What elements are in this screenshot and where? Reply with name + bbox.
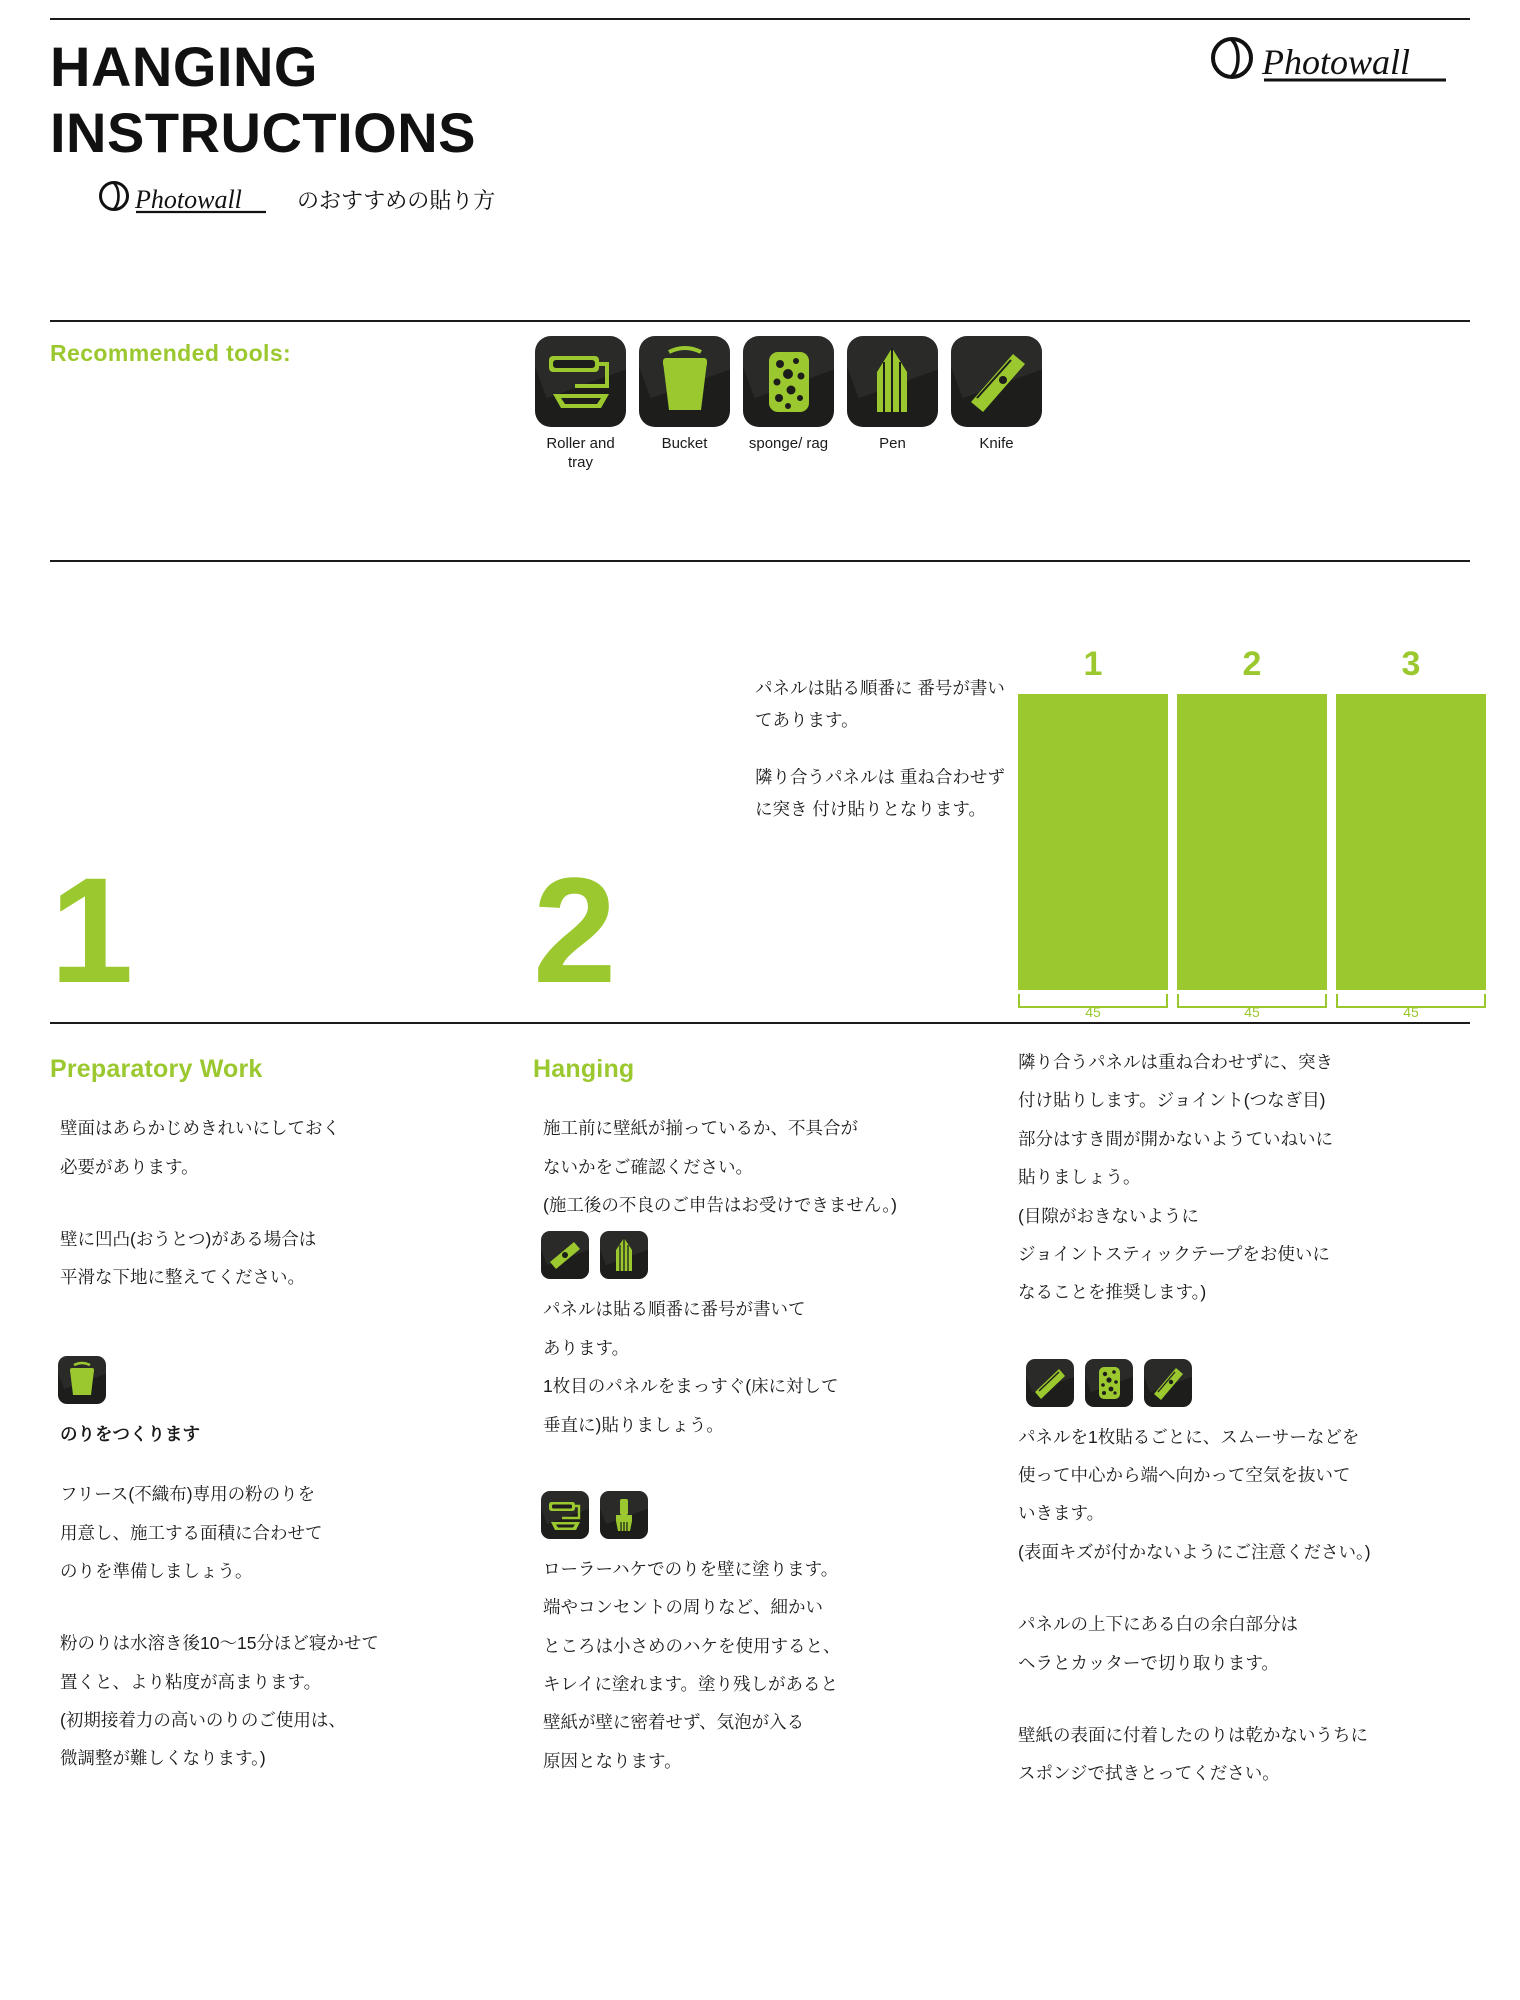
column-joints-and-finishing bbox=[1018, 1046, 1470, 1796]
photowall-logo-inline bbox=[98, 180, 283, 218]
tool-pen bbox=[847, 336, 938, 473]
sponge-rag-icon bbox=[1085, 1359, 1133, 1407]
sponge-rag-icon bbox=[743, 336, 834, 427]
roller-and-tray-icon bbox=[535, 336, 626, 427]
tool-label: sponge/ rag bbox=[748, 435, 829, 452]
pen-icon bbox=[847, 336, 938, 427]
bucket-icon bbox=[639, 336, 730, 427]
photowall-logo-header bbox=[1210, 36, 1470, 93]
text-line: 平滑な下地に整えてください。 bbox=[60, 1267, 305, 1288]
text-line: (初期接着力の高いのりのご使用は、 bbox=[60, 1710, 346, 1730]
panel-note-2: 隣り合うパネルは 重ね合わせずに突き 付け貼りとなります。 bbox=[755, 766, 1005, 820]
page-title-line1: HANGING bbox=[50, 35, 318, 98]
text-line: 壁紙が壁に密着せず、気泡が入る bbox=[543, 1712, 805, 1733]
panel-diagram bbox=[1018, 645, 1486, 1024]
text-line: いきます。 bbox=[1018, 1503, 1105, 1524]
panel-rectangle bbox=[1177, 694, 1327, 990]
subtitle-row bbox=[98, 180, 495, 218]
panel-column bbox=[1018, 645, 1168, 1024]
panel-number: 2 bbox=[1242, 645, 1262, 683]
text-line: 端やコンセントの周りなど、細かい bbox=[543, 1597, 823, 1618]
tool-label: Pen bbox=[879, 435, 906, 452]
text-line: 粉のりは水溶き後10〜15分ほど寝かせて bbox=[60, 1633, 379, 1654]
column-preparatory-work bbox=[50, 1046, 490, 1781]
column3-icons bbox=[1026, 1359, 1470, 1407]
text-line: ローラーハケでのりを壁に塗ります。 bbox=[543, 1558, 839, 1579]
panel-note-1: パネルは貼る順番に 番号が書いてあります。 bbox=[755, 678, 1005, 731]
text-line: ないかをご確認ください。 bbox=[543, 1156, 753, 1177]
smoother-icon bbox=[1026, 1359, 1074, 1407]
pen-icon bbox=[600, 1231, 648, 1279]
column-heading: Hanging bbox=[533, 1055, 635, 1083]
tools-divider-top bbox=[50, 320, 1470, 322]
column-heading: Preparatory Work bbox=[50, 1055, 263, 1083]
panel-number: 1 bbox=[1083, 645, 1103, 683]
panel-measure bbox=[1177, 990, 1327, 1024]
panel-number: 3 bbox=[1401, 645, 1421, 683]
step-number-1: 1 bbox=[50, 846, 134, 1014]
column1-subheading: のりをつくります bbox=[60, 1423, 200, 1444]
text-line: パネルを1枚貼るごとに、スムーサーなどを bbox=[1018, 1426, 1360, 1447]
text-line: (表面キズが付かないようにご注意ください。) bbox=[1018, 1541, 1371, 1562]
panel-rectangle bbox=[1018, 694, 1168, 990]
columns-divider bbox=[50, 1022, 1470, 1024]
measure-value: 45 bbox=[1085, 1004, 1101, 1020]
text-line: 壁紙の表面に付着したのりは乾かないうちに bbox=[1018, 1724, 1368, 1745]
text-line: パネルの上下にある白の余白部分は bbox=[1018, 1614, 1298, 1635]
text-line: 原因となります。 bbox=[543, 1750, 682, 1771]
tool-label: Bucket bbox=[661, 435, 708, 452]
column2-icons-a bbox=[541, 1231, 983, 1279]
measure-value: 45 bbox=[1403, 1004, 1419, 1020]
text-line: (施工後の不良のご申告はお受けできません。) bbox=[543, 1195, 897, 1215]
text-line: のりを準備しましょう。 bbox=[60, 1560, 253, 1581]
text-line: 壁に凹凸(おうとつ)がある場合は bbox=[60, 1229, 317, 1249]
svg-text:Photowall: Photowall bbox=[135, 185, 242, 215]
panel-measure bbox=[1018, 990, 1168, 1024]
text-line: パネルは貼る順番に番号が書いて bbox=[543, 1299, 806, 1320]
svg-text:Photowall: Photowall bbox=[1262, 42, 1411, 82]
page-title-block bbox=[50, 34, 495, 218]
recommended-tools-label: Recommended tools: bbox=[50, 340, 292, 366]
text-line: ヘラとカッターで切り取ります。 bbox=[1018, 1652, 1279, 1673]
text-line: 微調整が難しくなります。) bbox=[60, 1748, 266, 1769]
text-line: 施工前に壁紙が揃っているか、不具合が bbox=[543, 1118, 858, 1139]
text-line: フリース(不織布)専用の粉のりを bbox=[60, 1484, 316, 1505]
text-line: 用意し、施工する面積に合わせて bbox=[60, 1522, 323, 1543]
measure-value: 45 bbox=[1244, 1004, 1260, 1020]
column1-icons bbox=[58, 1356, 490, 1404]
text-line: 付け貼りします。ジョイント(つなぎ目) bbox=[1018, 1090, 1326, 1111]
tool-label: Knife bbox=[979, 435, 1014, 452]
page-title-line2: INSTRUCTIONS bbox=[50, 101, 476, 165]
tools-row bbox=[535, 336, 1042, 473]
column2-icons-b bbox=[541, 1491, 983, 1539]
knife-icon bbox=[1144, 1359, 1192, 1407]
text-line: あります。 bbox=[543, 1337, 630, 1358]
tool-knife bbox=[951, 336, 1042, 473]
roller-and-tray-icon bbox=[541, 1491, 589, 1539]
text-line: 部分はすき間が開かないようていねいに bbox=[1018, 1128, 1333, 1149]
text-line: ジョイントスティックテープをお使いに bbox=[1018, 1243, 1330, 1264]
panel-column bbox=[1177, 645, 1327, 1024]
text-line: 置くと、より粘度が高まります。 bbox=[60, 1671, 322, 1692]
text-line: (目隙がおきないように bbox=[1018, 1205, 1199, 1226]
text-line: 貼りましょう。 bbox=[1018, 1167, 1141, 1188]
panel-diagram-notes bbox=[755, 672, 1015, 850]
brush-icon bbox=[600, 1491, 648, 1539]
text-line: キレイに塗れます。塗り残しがあると bbox=[543, 1674, 839, 1694]
tools-divider-bottom bbox=[50, 560, 1470, 562]
panel-rectangle bbox=[1336, 694, 1486, 990]
text-line: 隣り合うパネルは重ね合わせずに、突き bbox=[1018, 1052, 1333, 1072]
text-line: 必要があります。 bbox=[60, 1156, 199, 1177]
tool-bucket bbox=[639, 336, 730, 473]
tool-label: Roller and tray bbox=[546, 435, 615, 471]
panel-measure bbox=[1336, 990, 1486, 1024]
column-hanging bbox=[533, 1046, 983, 1783]
tool-sponge-rag bbox=[743, 336, 834, 473]
text-line: 1枚目のパネルをまっすぐ(床に対して bbox=[543, 1376, 839, 1397]
knife-icon bbox=[951, 336, 1042, 427]
bucket-icon bbox=[58, 1356, 106, 1404]
subtitle-text: のおすすめの貼り方 bbox=[297, 187, 496, 213]
panel-column bbox=[1336, 645, 1486, 1024]
header-divider bbox=[50, 18, 1470, 20]
text-line: ところは小さめのハケを使用すると、 bbox=[543, 1635, 841, 1656]
level-icon bbox=[541, 1231, 589, 1279]
step-number-2: 2 bbox=[533, 846, 617, 1014]
tool-roller-and-tray bbox=[535, 336, 626, 473]
text-line: 使って中心から端へ向かって空気を抜いて bbox=[1018, 1465, 1351, 1485]
text-line: 垂直に)貼りましょう。 bbox=[543, 1414, 724, 1435]
text-line: なることを推奨します。) bbox=[1018, 1282, 1207, 1303]
text-line: 壁面はあらかじめきれいにしておく bbox=[60, 1118, 340, 1139]
text-line: スポンジで拭きとってください。 bbox=[1018, 1763, 1280, 1784]
